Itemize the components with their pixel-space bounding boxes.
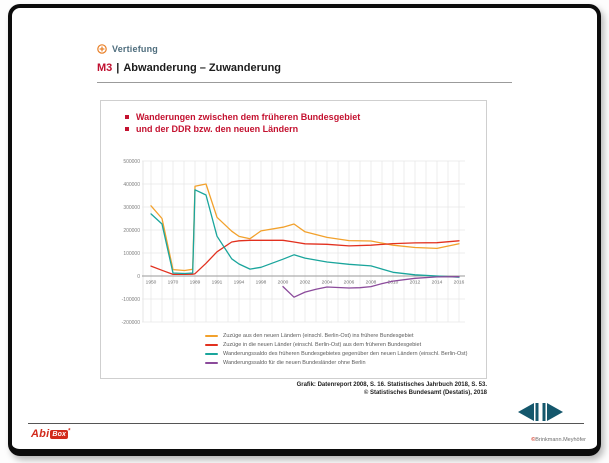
legend-label: Zuzüge aus den neuen Ländern (einschl. Berlin-Ost) ins frühere Bundesgebiet bbox=[223, 333, 414, 339]
publisher-mark: © bbox=[531, 437, 536, 443]
svg-text:400000: 400000 bbox=[123, 181, 140, 188]
caption-line2: © Statistisches Bundesamt (Destatis), 2018 bbox=[363, 390, 487, 396]
logo-box: Box bbox=[52, 431, 67, 438]
migration-line-chart bbox=[115, 151, 469, 327]
legend-color-dash bbox=[205, 335, 218, 337]
svg-text:2002: 2002 bbox=[299, 280, 311, 286]
caption-line1: Grafik: Datenreport 2008, S. 16. Statistisches Jahrbuch 2018, S. 53. bbox=[296, 382, 487, 388]
svg-text:500000: 500000 bbox=[123, 158, 140, 165]
logo-mark: * bbox=[68, 428, 71, 435]
svg-text:0: 0 bbox=[137, 273, 140, 280]
svg-text:300000: 300000 bbox=[123, 204, 140, 211]
heading-divider bbox=[97, 82, 512, 83]
svg-text:1991: 1991 bbox=[211, 280, 223, 286]
next-slide-button[interactable] bbox=[542, 403, 563, 421]
legend-item bbox=[205, 332, 467, 340]
abibox-logo bbox=[31, 428, 71, 440]
svg-text:-200000: -200000 bbox=[121, 319, 140, 326]
chevron-right-icon bbox=[542, 403, 563, 421]
legend-color-dash bbox=[205, 362, 218, 364]
svg-text:100000: 100000 bbox=[123, 250, 140, 257]
module-code: M3 bbox=[97, 62, 113, 74]
svg-text:2016: 2016 bbox=[453, 280, 465, 286]
heading-separator: | bbox=[116, 62, 120, 74]
legend-item bbox=[205, 341, 467, 349]
heading-title: Abwanderung – Zuwanderung bbox=[123, 62, 282, 74]
svg-text:1998: 1998 bbox=[255, 280, 267, 286]
svg-text:-100000: -100000 bbox=[121, 296, 140, 303]
chevron-left-icon bbox=[518, 403, 539, 421]
svg-text:2014: 2014 bbox=[431, 280, 443, 286]
chart-panel bbox=[100, 100, 487, 379]
eyebrow-label: Vertiefung bbox=[112, 44, 159, 54]
eyebrow bbox=[97, 44, 158, 54]
publisher-credit bbox=[531, 437, 586, 443]
svg-text:1970: 1970 bbox=[167, 280, 179, 286]
svg-text:2006: 2006 bbox=[343, 280, 355, 286]
legend-label: Zuzüge in die neuen Länder (einschl. Berlin-Ost) aus dem früheren Bundesgebiet bbox=[223, 342, 422, 348]
legend-label: Wanderungssaldo für die neuen Bundesländer ohne Berlin bbox=[223, 360, 366, 366]
legend-item bbox=[205, 350, 467, 358]
chart-legend bbox=[205, 332, 467, 368]
legend-label: Wanderungssaldo des früheren Bundesgebietes gegenüber den neuen Ländern (einschl. Berlin-Ost) bbox=[223, 351, 468, 357]
publisher-name: Brinkmann.Meyhöfer bbox=[535, 437, 586, 443]
svg-text:1994: 1994 bbox=[233, 280, 245, 286]
presentation-slide bbox=[8, 4, 601, 456]
slide-navigation bbox=[518, 403, 563, 421]
svg-text:200000: 200000 bbox=[123, 227, 140, 234]
slide-heading bbox=[97, 62, 281, 74]
svg-text:2012: 2012 bbox=[409, 280, 421, 286]
source-caption bbox=[297, 381, 487, 397]
svg-text:2010: 2010 bbox=[387, 280, 399, 286]
square-bullet-icon bbox=[125, 127, 129, 131]
plus-circle-icon bbox=[97, 44, 107, 54]
svg-text:2000: 2000 bbox=[277, 280, 289, 286]
footer-divider bbox=[28, 423, 584, 424]
chart-area bbox=[115, 151, 469, 332]
logo-abi: Abi bbox=[31, 428, 50, 440]
chart-title-line1: Wanderungen zwischen dem früheren Bundesgebiet bbox=[125, 112, 360, 122]
svg-text:1989: 1989 bbox=[189, 280, 201, 286]
svg-text:2004: 2004 bbox=[321, 280, 333, 286]
chart-title-line2: und der DDR bzw. den neuen Ländern bbox=[125, 124, 298, 134]
legend-color-dash bbox=[205, 353, 218, 355]
legend-item bbox=[205, 359, 467, 367]
square-bullet-icon bbox=[125, 115, 129, 119]
svg-text:2008: 2008 bbox=[365, 280, 377, 286]
legend-color-dash bbox=[205, 344, 218, 346]
prev-slide-button[interactable] bbox=[518, 403, 539, 421]
svg-text:1950: 1950 bbox=[145, 280, 157, 286]
